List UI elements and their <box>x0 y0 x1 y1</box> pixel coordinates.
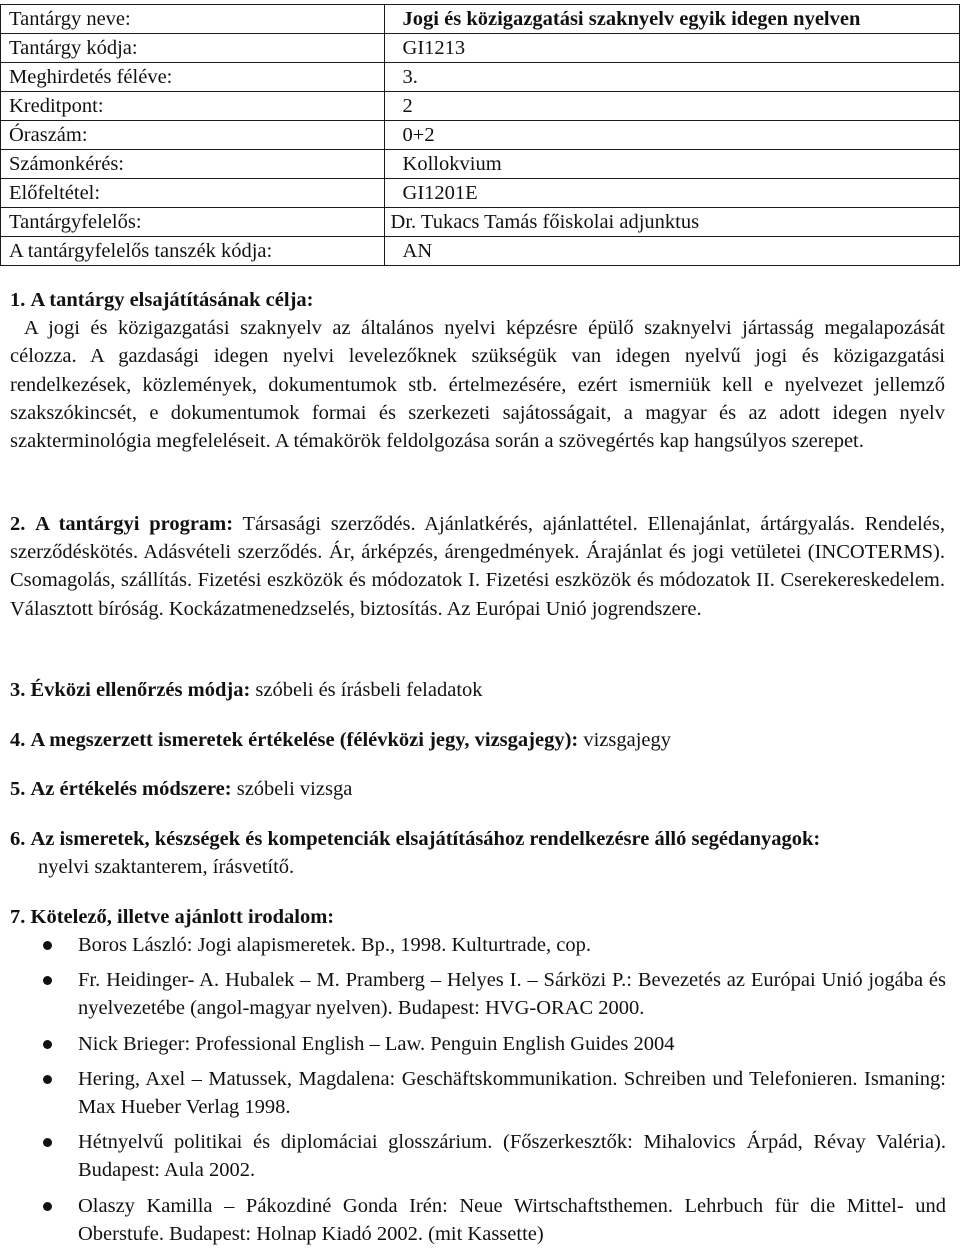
section-4 <box>10 726 945 754</box>
section-number: 2. <box>10 513 26 535</box>
course-metadata-table <box>0 4 960 266</box>
bullet-icon <box>43 1075 52 1084</box>
section-3 <box>10 676 945 704</box>
section-title: A tantárgy elsajátításának célja: <box>30 289 314 311</box>
section-5-body: szóbeli vizsga <box>236 778 353 800</box>
section-number: 1. <box>10 289 26 311</box>
meta-value: AN <box>384 237 959 266</box>
literature-item-text: Boros László: Jogi alapismeretek. Bp., 1998. Kulturtrade, cop. <box>78 934 591 956</box>
literature-item-text: Fr. Heidinger- A. Hubalek – M. Pramberg – Helyes I. – Sárközi P.: Bevezetés az Európai Unió jogába és nyelvezetébe (angol-magyar nyelven). Budapest: HVG-ORAC 2000. <box>78 969 946 1020</box>
literature-item <box>34 966 946 1022</box>
section-title: A tantárgyi program: <box>35 513 234 535</box>
section-title: Évközi ellenőrzés módja: <box>30 679 251 701</box>
bullet-icon <box>43 1138 52 1147</box>
bullet-icon <box>43 1202 52 1211</box>
literature-item-text: Olaszy Kamilla – Pákozdiné Gonda Irén: Neue Wirtschaftsthemen. Lehrbuch für die Mittel- und Oberstufe. Budapest: Holnap Kiadó 2002. (mit Kassette) <box>78 1194 946 1245</box>
meta-row <box>1 121 960 150</box>
meta-label: Tantárgyfelelős: <box>1 208 385 237</box>
meta-row <box>1 92 960 121</box>
meta-row <box>1 34 960 63</box>
meta-label: Tantárgy kódja: <box>1 34 385 63</box>
meta-label: Tantárgy neve: <box>1 5 385 34</box>
bullet-icon <box>43 976 52 985</box>
section-title: Az értékelés módszere: <box>30 778 232 800</box>
meta-label: Kreditpont: <box>1 92 385 121</box>
course-metadata-body <box>1 5 960 266</box>
meta-value: GI1213 <box>384 34 959 63</box>
meta-value: 3. <box>384 63 959 92</box>
section-4-body: vizsgajegy <box>583 729 672 751</box>
meta-row <box>1 150 960 179</box>
meta-label: A tantárgyfelelős tanszék kódja: <box>1 237 385 266</box>
literature-item <box>34 1192 946 1248</box>
section-number: 6. <box>10 828 26 850</box>
meta-row <box>1 208 960 237</box>
meta-row <box>1 237 960 266</box>
literature-item-text: Nick Brieger: Professional English – Law. Penguin English Guides 2004 <box>78 1032 675 1055</box>
section-title: Kötelező, illetve ajánlott irodalom: <box>30 906 335 928</box>
meta-row <box>1 63 960 92</box>
meta-label: Számonkérés: <box>1 150 385 179</box>
meta-label: Előfeltétel: <box>1 179 385 208</box>
meta-value: 0+2 <box>384 121 959 150</box>
section-number: 4. <box>10 729 26 751</box>
section-1-body: A jogi és közigazgatási szaknyelv az általános nyelvi képzésre épülő szaknyelvi jártasság megalapozását célozza. A gazdasági idegen nyelvi levelezőknek szükségük van idegen nyelvű jogi és közigazgatási rendelkezések, közlemények, dokumentumok stb. értelmezésére, ezért ismerniük kell e nyelvezet jellemző szakszókincsét, e dokumentumok formai és szerkezeti sajátosságait, a magyar és az adott idegen nyelv szakterminológia megfeleléseit. A témakörök feldolgozása során a szövegértés kap hangsúlyos szerepet. <box>10 317 945 453</box>
section-6 <box>10 825 945 881</box>
section-6-heading <box>10 825 945 853</box>
literature-item-text: Hétnyelvű politikai és diplomáciai glosszárium. (Főszerkesztők: Mihalovics Árpád, Révay Valéria). Budapest: Aula 2002. <box>78 1131 946 1182</box>
literature-item-text: Hering, Axel – Matussek, Magdalena: Geschäftskommunikation. Schreiben und Telefonieren. Ismaning: Max Hueber Verlag 1998. <box>78 1067 946 1119</box>
section-6-body: nyelvi szaktanterem, írásvetítő. <box>38 856 295 879</box>
literature-item <box>34 1065 946 1121</box>
meta-value: Dr. Tukacs Tamás főiskolai adjunktus <box>384 208 959 237</box>
meta-value: GI1201E <box>384 179 959 208</box>
section-number: 5. <box>10 778 26 800</box>
section-2-body: Társasági szerződés. Ajánlatkérés, ajánlattétel. Ellenajánlat, ártárgyalás. Rendelés, szerződéskötés. Adásvételi szerződés. Ár, árképzés, árengedmények. Árajánlat és jogi vetületei (INCOTERMS). Csomagolás, szállítás. Fizetési eszközök és módozatok I. Fizetési eszközök és módozatok II. Cserekereskedelem. Választott bíróság. Kockázatmenedzselés, biztosítás. Az Európai Unió jogrendszere. <box>10 513 945 620</box>
meta-value: Kollokvium <box>384 150 959 179</box>
section-5 <box>10 775 945 803</box>
meta-value: 2 <box>384 92 959 121</box>
literature-item <box>34 1128 946 1184</box>
meta-label: Óraszám: <box>1 121 385 150</box>
bullet-icon <box>43 941 52 950</box>
section-title: A megszerzett ismeretek értékelése (félévközi jegy, vizsgajegy): <box>30 729 579 751</box>
meta-label: Meghirdetés féléve: <box>1 63 385 92</box>
section-1-heading <box>10 286 945 314</box>
section-7 <box>10 903 945 931</box>
meta-row <box>1 179 960 208</box>
meta-value: Jogi és közigazgatási szaknyelv egyik idegen nyelven <box>384 5 959 34</box>
section-3-body: szóbeli és írásbeli feladatok <box>255 679 483 701</box>
literature-item <box>34 931 946 959</box>
literature-list <box>78 931 946 1255</box>
section-title: Az ismeretek, készségek és kompetenciák elsajátításához rendelkezésre álló segédanyagok: <box>30 828 821 850</box>
section-2 <box>10 510 945 623</box>
bullet-icon <box>43 1040 52 1049</box>
section-number: 3. <box>10 679 26 701</box>
literature-item <box>34 1030 946 1058</box>
meta-row <box>1 5 960 34</box>
section-number: 7. <box>10 906 26 928</box>
section-1 <box>10 286 945 455</box>
